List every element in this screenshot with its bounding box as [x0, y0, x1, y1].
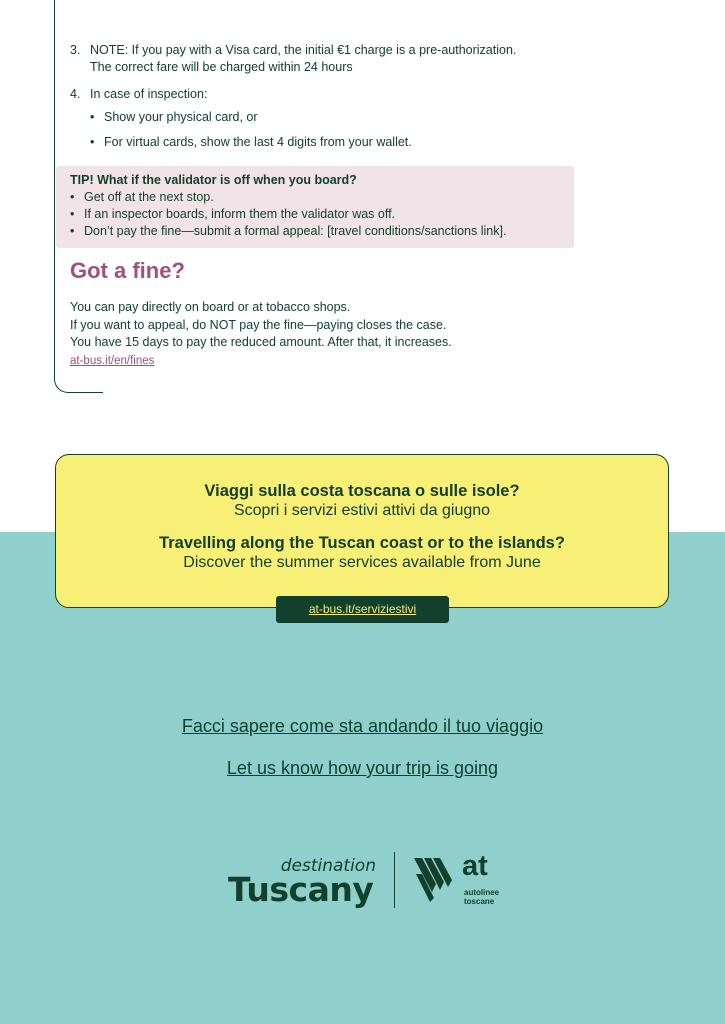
fine-heading: Got a fine?: [70, 258, 185, 283]
at-sub-line: autolinee: [464, 888, 500, 897]
step-3: [70, 42, 570, 76]
step-number: 3.: [70, 43, 81, 57]
step-text: The correct fare will be charged within 24 hours: [90, 60, 353, 74]
logo-text-small: destination: [280, 856, 376, 876]
step-text: In case of inspection:: [90, 87, 208, 101]
summer-text-it: Scopri i servizi estivi attivi da giugno: [233, 502, 491, 519]
fine-text: You can pay directly on board or at tobacco shops.: [70, 300, 351, 314]
fine-text: If you want to appeal, do NOT pay the fine—paying closes the case.: [70, 317, 447, 332]
summer-question-it: Viaggi sulla costa toscana o sulle isole?: [204, 482, 520, 500]
fine-text: You have 15 days to pay the reduced amount. After that, it increases.: [70, 335, 452, 349]
list-item: • Get off at the next stop.: [70, 189, 560, 206]
logo-divider: [394, 852, 395, 908]
list-item: • Show your physical card, or: [90, 109, 412, 126]
autolinee-toscane-stripes-icon: [412, 854, 458, 906]
step-4: [70, 86, 570, 159]
payment-steps: [70, 42, 570, 169]
tip-box: [56, 166, 574, 248]
list-item: • If an inspector boards, inform them the validator was off.: [70, 206, 560, 223]
feedback-link-it[interactable]: Facci sapere come sta andando il tuo viaggio: [181, 716, 544, 736]
destination-tuscany-logo: [228, 856, 378, 916]
list-item: • For virtual cards, show the last 4 digits from your wallet.: [90, 134, 412, 151]
step-text: NOTE: If you pay with a Visa card, the initial €1 charge is a pre-authorization.: [90, 43, 517, 57]
step-number: 4.: [70, 87, 81, 101]
list-item: • Don’t pay the fine—submit a formal appeal: [travel conditions/sanctions link].: [70, 223, 560, 240]
at-sub-line: toscane: [464, 897, 495, 906]
fines-link[interactable]: at-bus.it/en/fines: [70, 354, 155, 367]
logo-bar: [0, 848, 725, 918]
logo-text-big: Tuscany: [228, 870, 374, 909]
tip-title: TIP! What if the validator is off when you board?: [70, 173, 357, 187]
fine-info: [70, 299, 550, 370]
inspection-options: [90, 109, 412, 151]
feedback-link-en[interactable]: Let us know how your trip is going: [226, 758, 499, 778]
summer-services-link[interactable]: at-bus.it/serviziestivi: [276, 596, 449, 623]
tip-list: [70, 189, 560, 240]
summer-services-box: [55, 454, 669, 608]
at-logo-text: at: [462, 850, 488, 882]
at-logo-subtitle: [464, 888, 499, 906]
summer-question-en: Travelling along the Tuscan coast or to the islands?: [159, 534, 565, 552]
summer-text-en: Discover the summer services available from June: [183, 554, 541, 571]
